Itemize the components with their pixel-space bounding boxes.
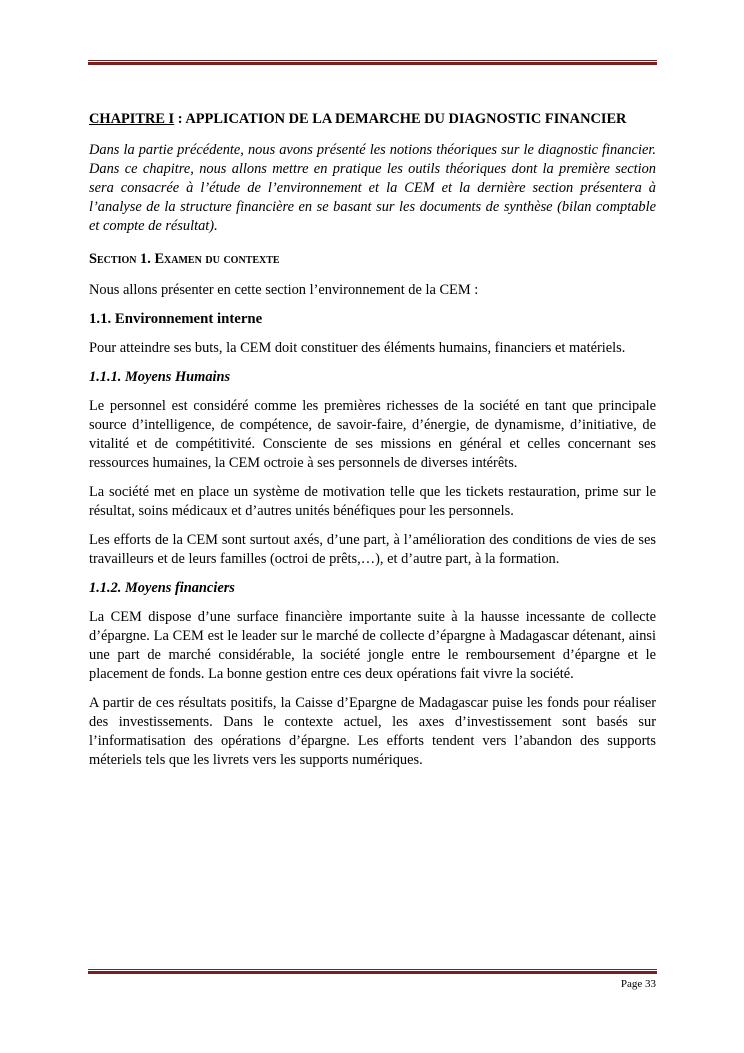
moyens-financiers-p2: A partir de ces résultats positifs, la Caisse d’Epargne de Madagascar puise les fonds pour réaliser des investissements. Dans le contexte actuel, les axes d’investissement sont basés sur l’informatisation des opérations d’épargne. Les efforts tendent vers l’abandon des supports méteriels tels que les livrets vers les supports numériques. bbox=[89, 695, 656, 768]
moyens-humains-p3: Les efforts de la CEM sont surtout axés, d’une part, à l’amélioration des conditions de vies de ses travailleurs et de leurs familles (octroi de prêts,…), et d’autre part, à la formation. bbox=[89, 532, 656, 567]
page-body bbox=[89, 110, 656, 780]
header-rule bbox=[88, 60, 657, 65]
moyens-humains-p1: Le personnel est considéré comme les premières richesses de la société en tant que principale source d’intelligence, de compétence, de savoir-faire, d’énergie, de dynamisme, d’initiative, de vitalité et de compétitivité. Consciente de ses missions en général et celles concernant ses ressources humaines, la CEM octroie à ses personnels de diverses intérêts. bbox=[89, 398, 656, 471]
env-interne-text: Pour atteindre ses buts, la CEM doit constituer des éléments humains, financiers et matériels. bbox=[89, 340, 626, 356]
moyens-humains-p2: La société met en place un système de motivation telle que les tickets restauration, prime sur le résultat, soins médicaux et d’autres unités bénéfiques pour les personnels. bbox=[89, 484, 656, 519]
footer-rule bbox=[88, 969, 657, 974]
chapter-intro: Dans la partie précédente, nous avons présenté les notions théoriques sur le diagnostic financier. Dans ce chapitre, nous allons mettre en pratique les outils théoriques dont la première section sera consacrée à l’étude de l’environnement et la CEM et la dernière section présentera à l’analyse de la structure financière en se basant sur les documents de synthèse (bilan comptable et compte de résultat). bbox=[89, 142, 656, 234]
section-title: Section 1. Examen du contexte bbox=[89, 251, 280, 267]
section-lead: Nous allons présenter en cette section l’environnement de la CEM : bbox=[89, 282, 479, 298]
page-number: Page 33 bbox=[620, 978, 656, 990]
subsection-heading-moyens-humains: 1.1.1. Moyens Humains bbox=[89, 369, 231, 385]
chapter-heading: : APPLICATION DE LA DEMARCHE DU DIAGNOSTIC FINANCIER bbox=[174, 111, 627, 127]
moyens-financiers-p1: La CEM dispose d’une surface financière importante suite à la hausse incessante de collecte d’épargne. La CEM est le leader sur le marché de collecte d’épargne à Madagascar détenant, ainsi une part de marché considérable, la société jongle entre le remboursement d’épargne et le placement de fonds. La bonne gestion entre ces deux opérations fait vivre la société. bbox=[89, 609, 656, 682]
chapter-title bbox=[89, 110, 656, 129]
subsection-heading-env-interne: 1.1. Environnement interne bbox=[89, 311, 263, 327]
chapter-label: CHAPITRE I bbox=[89, 111, 175, 127]
subsection-heading-moyens-financiers: 1.1.2. Moyens financiers bbox=[89, 580, 235, 596]
